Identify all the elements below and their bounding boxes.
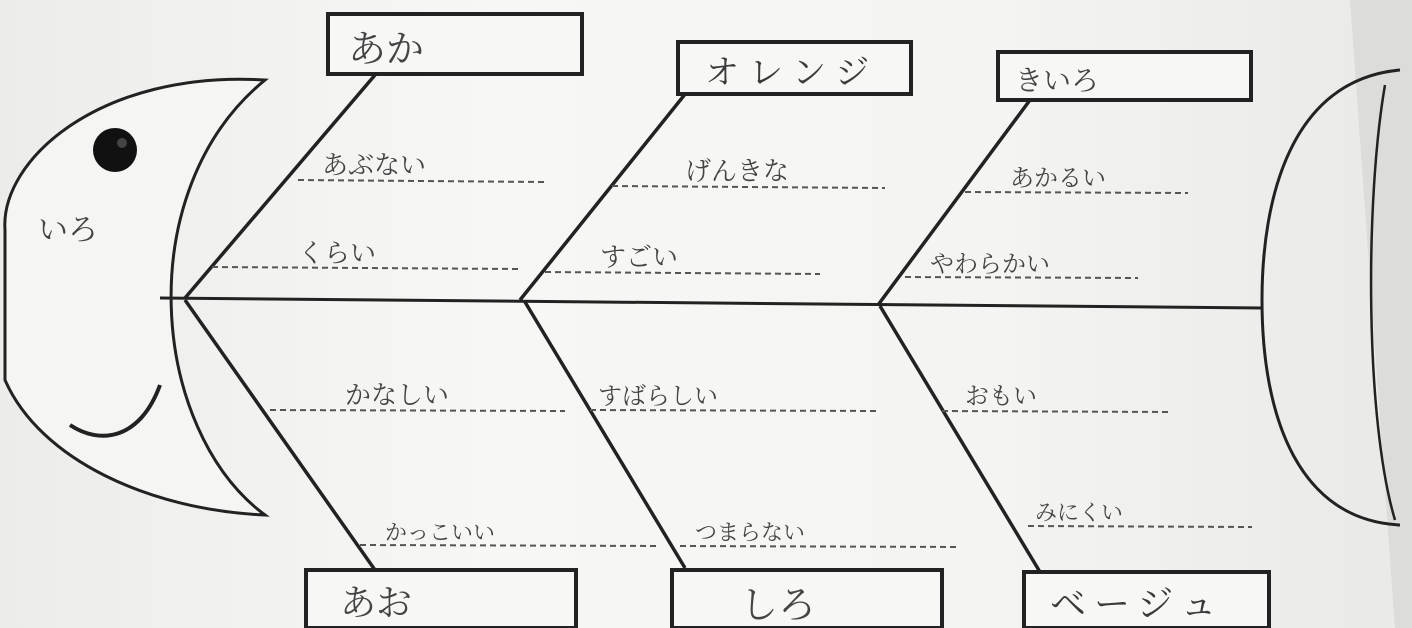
head-label: いろ bbox=[38, 213, 98, 248]
answer-bottom-1-b: かっこいい bbox=[385, 521, 496, 546]
answer-top-1-a: あぶない bbox=[322, 151, 427, 181]
answer-bottom-1-a: かなしい bbox=[345, 381, 450, 411]
answer-top-2-b: すごい bbox=[600, 243, 679, 273]
category-label-bottom-2: しろ bbox=[740, 583, 817, 627]
answer-bottom-2-a: すばらしい bbox=[598, 382, 718, 410]
category-label-top-1: あか bbox=[348, 27, 425, 71]
category-label-top-2: オレンジ bbox=[705, 53, 880, 93]
answer-bottom-2-b: つまらない bbox=[695, 521, 806, 546]
answer-bottom-3-b: みにくい bbox=[1035, 501, 1124, 526]
bone-bottom-3 bbox=[880, 306, 1040, 572]
answer-top-1-b: くらい bbox=[298, 239, 377, 269]
paper-edge bbox=[1350, 0, 1412, 628]
answer-top-3-a: あかるい bbox=[1010, 164, 1106, 192]
bone-bottom-1 bbox=[185, 300, 375, 570]
category-label-top-3: きいろ bbox=[1015, 64, 1100, 97]
bone-bottom-2 bbox=[525, 302, 685, 568]
category-label-bottom-3: ベージュ bbox=[1050, 584, 1225, 625]
spine bbox=[160, 298, 1262, 308]
fish-eye bbox=[93, 128, 137, 172]
answer-top-3-b: やわらかい bbox=[930, 250, 1050, 278]
category-label-bottom-1: あお bbox=[340, 583, 413, 624]
answer-bottom-3-a: おもい bbox=[965, 382, 1037, 410]
answer-top-2-a: げんきな bbox=[685, 157, 790, 187]
